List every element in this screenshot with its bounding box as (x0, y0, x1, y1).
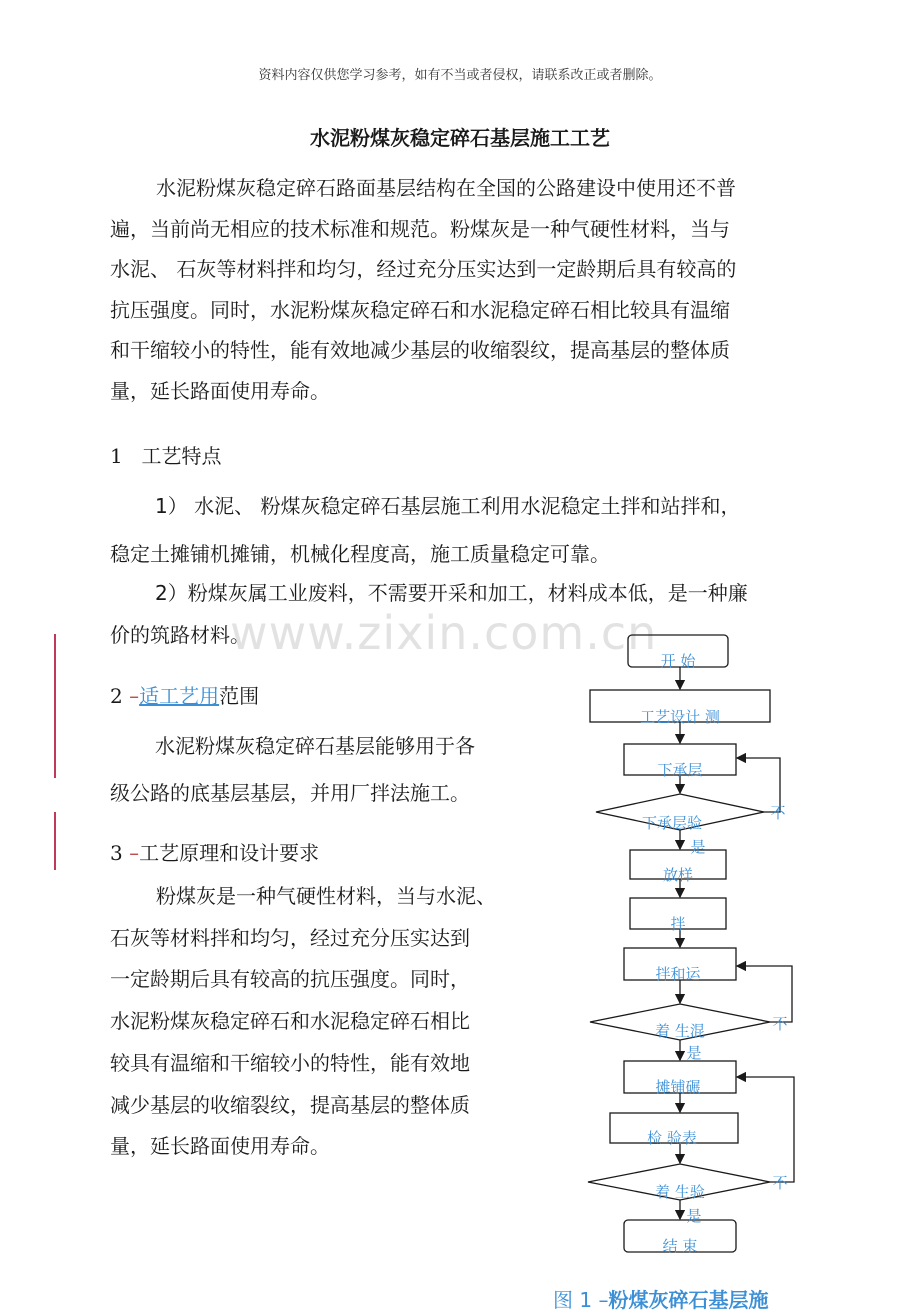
caption-dash: – (592, 1288, 609, 1312)
section3-line: 一定龄期后具有较高的抗压强度。同时， (110, 967, 470, 992)
section3-line: 减少基层的收缩裂纹，提高基层的整体质 (110, 1092, 470, 1117)
intro-line: 抗压强度。同时，水泥粉煤灰稳定碎石和水泥稳定碎石相比较具有温缩 (110, 297, 730, 322)
caption-prefix: 图 1 (553, 1288, 593, 1312)
flow-label-step2: 下承层 (657, 761, 703, 779)
flow-label-step6: 摊铺碾 (655, 1078, 701, 1096)
flow-label-step3: 放样 (662, 866, 694, 884)
flow-label-start: 开 始 (660, 652, 696, 670)
flow-loop-line (737, 966, 792, 1022)
flow-label-prep: 工艺设计 测 (640, 708, 720, 726)
page-title: 水泥粉煤灰稳定碎石基层施工工艺 (310, 126, 610, 150)
section-title: 工艺特点 (141, 444, 222, 468)
intro-line: 水泥、 石灰等材料拌和均匀，经过充分压实达到一定龄期后具有较高的 (110, 257, 737, 282)
section2-line: 水泥粉煤灰稳定碎石基层能够用于各 (155, 734, 475, 758)
header-notice: 资料内容仅供您学习参考，如有不当或者侵权，请联系改正或者删除。 (258, 68, 662, 83)
watermark: www.zixin.com.cn (230, 606, 658, 660)
section-title-link[interactable]: 适工艺用 (139, 684, 220, 708)
flow-label-step7: 检 验表 (647, 1129, 697, 1147)
section3-line: 量，延长路面使用寿命。 (110, 1134, 330, 1159)
flow-label-no2: 不 (772, 1015, 788, 1033)
section1-item2-cont: 价的筑路材料。 (110, 623, 250, 647)
section3-heading (110, 837, 319, 866)
section-dash: – (129, 684, 140, 708)
section3-line: 水泥粉煤灰稳定碎石和水泥稳定碎石相比 (110, 1009, 470, 1034)
flow-label-end: 结 束 (662, 1237, 698, 1255)
section-title: 工艺原理和设计要求 (139, 841, 320, 865)
margin-marker (54, 634, 56, 778)
flow-label-yes1: 是 (690, 838, 706, 856)
flow-label-yes2: 是 (686, 1044, 702, 1062)
intro-line: 和干缩较小的特性，能有效地减少基层的收缩裂纹，提高基层的整体质 (110, 338, 730, 363)
section3-line: 石灰等材料拌和均匀，经过充分压实达到 (110, 925, 470, 950)
flow-label-decision1: 下承层验 (641, 814, 703, 832)
section1-item2: 2）粉煤灰属工业废料，不需要开采和加工，材料成本低，是一种廉 (155, 581, 748, 605)
flow-label-step5: 拌和运 (655, 965, 701, 983)
figure-caption (553, 1284, 768, 1313)
section3-line: 较具有温缩和干缩较小的特性，能有效地 (110, 1050, 470, 1075)
margin-marker (54, 812, 56, 870)
intro-line: 遍，当前尚无相应的技术标准和规范。粉煤灰是一种气硬性材料，当与 (110, 216, 730, 241)
caption-title: 粉煤灰碎石基层施 (608, 1288, 769, 1312)
section-number: 3 (110, 841, 123, 865)
section-title: 范围 (219, 684, 260, 708)
flow-label-decision3: 着 生验 (655, 1183, 705, 1201)
section1-item1-cont: 稳定土摊铺机摊铺，机械化程度高，施工质量稳定可靠。 (110, 542, 610, 566)
flow-label-yes3: 是 (686, 1207, 702, 1225)
section-dash: – (129, 841, 140, 865)
intro-line: 水泥粉煤灰稳定碎石路面基层结构在全国的公路建设中使用还不普 (156, 176, 736, 200)
flow-label-decision2: 着 生混 (655, 1022, 705, 1040)
flow-label-no1: 不 (770, 804, 786, 822)
section-number: 2 (110, 684, 123, 708)
section3-line: 粉煤灰是一种气硬性材料，当与水泥、 (156, 884, 496, 908)
section1-item1: 1） 水泥、 粉煤灰稳定碎石基层施工利用水泥稳定土拌和站拌和， (155, 494, 741, 518)
process-flowchart (580, 630, 820, 1270)
intro-line: 量，延长路面使用寿命。 (110, 378, 330, 403)
intro-paragraph (110, 168, 822, 412)
section3-paragraph (110, 876, 530, 1168)
flow-loop-line (737, 1077, 794, 1182)
flow-label-no3: 不 (772, 1174, 788, 1192)
section2-heading (110, 680, 259, 709)
section1-heading (110, 440, 221, 469)
section2-line: 级公路的底基层基层，并用厂拌法施工。 (110, 781, 470, 805)
flow-label-step4: 拌 (670, 915, 686, 933)
section-number: 1 (110, 444, 123, 468)
